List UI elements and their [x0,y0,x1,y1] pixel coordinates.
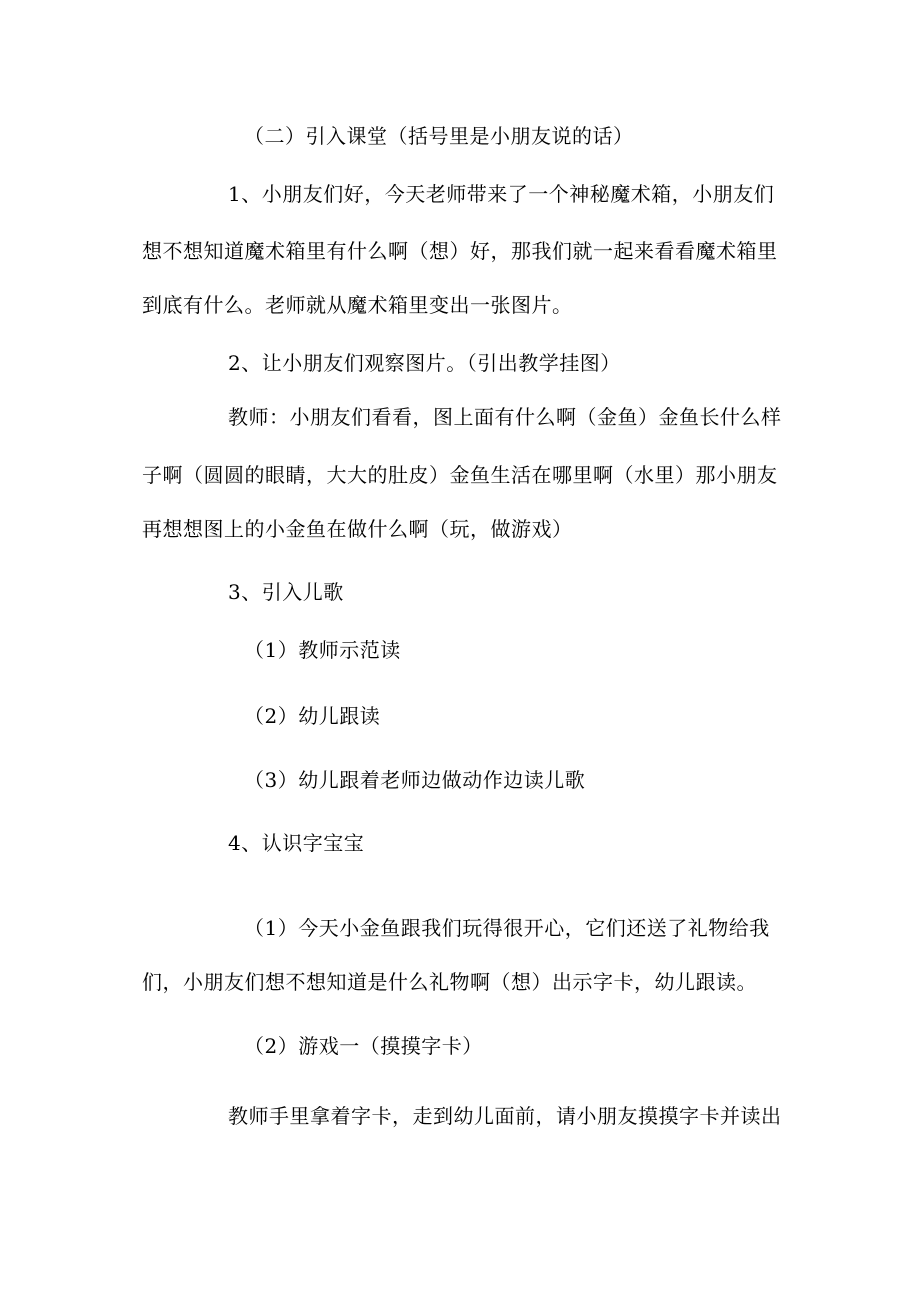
list-item: （2）幼儿跟读 [244,704,381,728]
paragraph-line: 子啊（圆圆的眼睛，大大的肚皮）金鱼生活在哪里啊（水里）那小朋友 [142,463,778,487]
paragraph-line: 2、让小朋友们观察图片。（引出教学挂图） [228,351,621,375]
list-item: （1）教师示范读 [244,638,401,662]
paragraph-line: 想不想知道魔术箱里有什么啊（想）好，那我们就一起来看看魔术箱里 [142,239,778,263]
list-item: （3）幼儿跟着老师边做动作边读儿歌 [244,768,586,792]
paragraph-line: （1）今天小金鱼跟我们玩得很开心，它们还送了礼物给我 [244,916,770,940]
paragraph-line: 到底有什么。老师就从魔术箱里变出一张图片。 [142,293,573,317]
paragraph-line: 1、小朋友们好，今天老师带来了一个神秘魔术箱，小朋友们 [228,182,775,206]
section-heading: （二）引入课堂（括号里是小朋友说的话） [244,124,634,148]
list-item: （2）游戏一（摸摸字卡） [244,1034,483,1058]
subheading: 4、认识字宝宝 [228,831,365,855]
paragraph-line: 教师：小朋友们看看，图上面有什么啊（金鱼）金鱼长什么样 [228,405,782,429]
paragraph-line: 教师手里拿着字卡，走到幼儿面前，请小朋友摸摸字卡并读出 [228,1104,782,1128]
paragraph-line: 们，小朋友们想不想知道是什么礼物啊（想）出示字卡，幼儿跟读。 [142,970,757,994]
paragraph-line: 再想想图上的小金鱼在做什么啊（玩，做游戏） [142,517,573,541]
subheading: 3、引入儿歌 [228,580,344,604]
